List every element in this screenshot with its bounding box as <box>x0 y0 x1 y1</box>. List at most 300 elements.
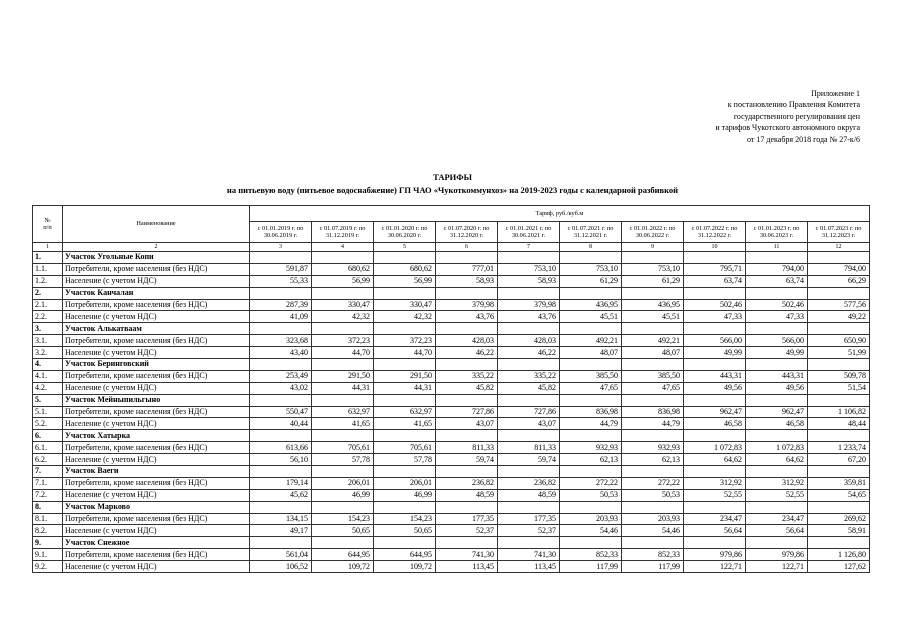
tariff-value: 58,93 <box>436 275 498 287</box>
tariff-value: 428,03 <box>498 335 560 347</box>
empty-cell <box>622 501 684 513</box>
empty-cell <box>808 323 870 335</box>
empty-cell <box>498 323 560 335</box>
tariff-value: 979,86 <box>684 549 746 561</box>
empty-cell <box>374 252 436 264</box>
empty-cell <box>684 394 746 406</box>
tariff-value: 287,39 <box>250 299 312 311</box>
tariff-value: 312,92 <box>746 477 808 489</box>
tariff-value: 43,76 <box>498 311 560 323</box>
tariff-value: 58,91 <box>808 525 870 537</box>
tariff-value: 45,51 <box>622 311 684 323</box>
tariff-value: 492,21 <box>560 335 622 347</box>
row-name: Население (с учетом НДС) <box>63 275 250 287</box>
appendix-line: Приложение 1 <box>811 89 860 98</box>
header-period: с 01.07.2023 г. по 31.12.2023 г. <box>808 222 870 243</box>
row-name: Потребители, кроме населения (без НДС) <box>63 263 250 275</box>
empty-cell <box>312 430 374 442</box>
tariff-value: 236,82 <box>498 477 560 489</box>
empty-cell <box>498 430 560 442</box>
empty-cell <box>312 501 374 513</box>
row-number: 4.1. <box>33 370 63 382</box>
empty-cell <box>250 537 312 549</box>
tariff-value: 58,93 <box>498 275 560 287</box>
tariff-value: 63,74 <box>746 275 808 287</box>
row-name: Население (с учетом НДС) <box>63 561 250 573</box>
row-name: Потребители, кроме населения (без НДС) <box>63 442 250 454</box>
row-number: 3.1. <box>33 335 63 347</box>
table-row <box>33 477 870 489</box>
tariff-value: 291,50 <box>312 370 374 382</box>
tariff-value: 49,99 <box>746 347 808 359</box>
tariff-value: 50,53 <box>622 489 684 501</box>
row-number: 8.2. <box>33 525 63 537</box>
table-row <box>33 454 870 466</box>
tariff-value: 46,22 <box>436 347 498 359</box>
tariff-value: 109,72 <box>374 561 436 573</box>
empty-cell <box>622 466 684 478</box>
empty-cell <box>312 394 374 406</box>
tariff-value: 45,62 <box>250 489 312 501</box>
empty-cell <box>808 252 870 264</box>
row-name: Потребители, кроме населения (без НДС) <box>63 335 250 347</box>
empty-cell <box>436 287 498 299</box>
tariff-value: 272,22 <box>622 477 684 489</box>
column-number: 3 <box>250 243 312 252</box>
empty-cell <box>746 501 808 513</box>
empty-cell <box>436 252 498 264</box>
column-number: 11 <box>746 243 808 252</box>
tariff-value: 46,99 <box>312 489 374 501</box>
tariff-value: 48,44 <box>808 418 870 430</box>
empty-cell <box>312 287 374 299</box>
row-name: Население (с учетом НДС) <box>63 347 250 359</box>
section-row <box>33 287 870 299</box>
tariff-value: 117,99 <box>622 561 684 573</box>
tariff-value: 44,79 <box>560 418 622 430</box>
tariff-value: 502,46 <box>746 299 808 311</box>
empty-cell <box>436 323 498 335</box>
row-name: Потребители, кроме населения (без НДС) <box>63 299 250 311</box>
empty-cell <box>622 323 684 335</box>
tariff-value: 117,99 <box>560 561 622 573</box>
row-name: Потребители, кроме населения (без НДС) <box>63 370 250 382</box>
appendix-line: государственного регулирования цен <box>733 111 860 121</box>
tariff-value: 40,44 <box>250 418 312 430</box>
tariff-value: 509,78 <box>808 370 870 382</box>
tariff-value: 753,10 <box>498 263 560 275</box>
column-number: 4 <box>312 243 374 252</box>
tariff-value: 154,23 <box>312 513 374 525</box>
tariff-value: 64,62 <box>684 454 746 466</box>
column-number: 7 <box>498 243 560 252</box>
empty-cell <box>312 537 374 549</box>
tariff-value: 177,35 <box>436 513 498 525</box>
tariff-value: 109,72 <box>312 561 374 573</box>
tariff-value: 753,10 <box>560 263 622 275</box>
section-row <box>33 394 870 406</box>
tariff-value: 47,65 <box>560 382 622 394</box>
row-name: Потребители, кроме населения (без НДС) <box>63 406 250 418</box>
empty-cell <box>374 323 436 335</box>
table-row <box>33 561 870 573</box>
row-name: Население (с учетом НДС) <box>63 525 250 537</box>
row-number: 9.2. <box>33 561 63 573</box>
header-period: с 01.01.2023 г. по 30.06.2023 г. <box>746 222 808 243</box>
column-number: 8 <box>560 243 622 252</box>
tariff-value: 122,71 <box>684 561 746 573</box>
table-row <box>33 335 870 347</box>
section-number: 3. <box>33 323 63 335</box>
tariff-value: 49,56 <box>684 382 746 394</box>
empty-cell <box>250 466 312 478</box>
empty-cell <box>374 359 436 371</box>
tariff-value: 63,74 <box>684 275 746 287</box>
tariff-value: 753,10 <box>622 263 684 275</box>
tariff-value: 932,93 <box>622 442 684 454</box>
tariff-value: 330,47 <box>374 299 436 311</box>
section-name: Участок Алькатваам <box>63 323 250 335</box>
header-period: с 01.01.2019 г. по 30.06.2019 г. <box>250 222 312 243</box>
tariff-value: 61,29 <box>560 275 622 287</box>
tariff-value: 56,99 <box>374 275 436 287</box>
tariff-value: 962,47 <box>684 406 746 418</box>
section-row <box>33 466 870 478</box>
tariff-value: 741,30 <box>498 549 560 561</box>
tariff-value: 45,82 <box>498 382 560 394</box>
empty-cell <box>622 537 684 549</box>
tariff-value: 794,00 <box>808 263 870 275</box>
row-name: Потребители, кроме населения (без НДС) <box>63 549 250 561</box>
tariff-value: 632,97 <box>312 406 374 418</box>
empty-cell <box>374 394 436 406</box>
row-number: 7.1. <box>33 477 63 489</box>
tariff-value: 50,65 <box>374 525 436 537</box>
tariff-value: 795,71 <box>684 263 746 275</box>
section-number: 2. <box>33 287 63 299</box>
tariff-value: 43,07 <box>436 418 498 430</box>
tariff-value: 56,99 <box>312 275 374 287</box>
row-name: Население (с учетом НДС) <box>63 454 250 466</box>
section-number: 8. <box>33 501 63 513</box>
row-number: 8.1. <box>33 513 63 525</box>
appendix-line: от 17 декабря 2018 года № 27-к/6 <box>747 134 860 144</box>
column-number: 6 <box>436 243 498 252</box>
tariff-value: 680,62 <box>374 263 436 275</box>
tariff-value: 52,37 <box>436 525 498 537</box>
empty-cell <box>746 394 808 406</box>
tariff-value: 206,01 <box>312 477 374 489</box>
tariff-value: 44,70 <box>312 347 374 359</box>
header-period: с 01.07.2021 г. по 31.12.2021 г. <box>560 222 622 243</box>
row-name: Потребители, кроме населения (без НДС) <box>63 477 250 489</box>
tariff-value: 56,64 <box>684 525 746 537</box>
tariff-value: 852,33 <box>560 549 622 561</box>
row-number: 6.1. <box>33 442 63 454</box>
section-name: Участок Беринговский <box>63 359 250 371</box>
tariff-value: 42,32 <box>374 311 436 323</box>
tariff-value: 203,93 <box>560 513 622 525</box>
tariff-value: 680,62 <box>312 263 374 275</box>
tariff-value: 43,40 <box>250 347 312 359</box>
tariff-value: 932,93 <box>560 442 622 454</box>
tariff-value: 46,99 <box>374 489 436 501</box>
empty-cell <box>560 430 622 442</box>
empty-cell <box>436 394 498 406</box>
table-row <box>33 299 870 311</box>
tariff-value: 49,22 <box>808 311 870 323</box>
tariff-value: 436,95 <box>622 299 684 311</box>
table-row <box>33 525 870 537</box>
row-number: 5.2. <box>33 418 63 430</box>
tariff-value: 179,14 <box>250 477 312 489</box>
table-row <box>33 275 870 287</box>
tariff-value: 613,66 <box>250 442 312 454</box>
tariff-value: 566,00 <box>684 335 746 347</box>
tariff-value: 330,47 <box>312 299 374 311</box>
empty-cell <box>436 430 498 442</box>
tariff-value: 113,45 <box>436 561 498 573</box>
tariff-value: 122,71 <box>746 561 808 573</box>
section-number: 7. <box>33 466 63 478</box>
empty-cell <box>560 359 622 371</box>
tariff-value: 64,62 <box>746 454 808 466</box>
row-number: 9.1. <box>33 549 63 561</box>
row-number: 3.2. <box>33 347 63 359</box>
empty-cell <box>746 430 808 442</box>
tariff-value: 502,46 <box>684 299 746 311</box>
table-row <box>33 382 870 394</box>
tariff-value: 61,29 <box>622 275 684 287</box>
tariff-value: 49,99 <box>684 347 746 359</box>
tariff-value: 62,13 <box>622 454 684 466</box>
section-name: Участок Марково <box>63 501 250 513</box>
tariff-value: 127,62 <box>808 561 870 573</box>
section-row <box>33 323 870 335</box>
empty-cell <box>250 252 312 264</box>
tariff-value: 41,09 <box>250 311 312 323</box>
tariff-value: 43,76 <box>436 311 498 323</box>
tariff-value: 46,22 <box>498 347 560 359</box>
tariff-value: 48,59 <box>436 489 498 501</box>
row-name: Потребители, кроме населения (без НДС) <box>63 513 250 525</box>
appendix-line: и тарифов Чукотского автономного округа <box>715 123 860 133</box>
tariff-value: 54,46 <box>622 525 684 537</box>
tariff-value: 705,61 <box>312 442 374 454</box>
tariff-value: 1 072,83 <box>746 442 808 454</box>
section-number: 6. <box>33 430 63 442</box>
empty-cell <box>312 252 374 264</box>
empty-cell <box>746 537 808 549</box>
tariff-value: 177,35 <box>498 513 560 525</box>
table-row <box>33 263 870 275</box>
tariff-value: 52,55 <box>746 489 808 501</box>
empty-cell <box>684 501 746 513</box>
empty-cell <box>560 394 622 406</box>
tariff-value: 591,87 <box>250 263 312 275</box>
tariff-value: 48,59 <box>498 489 560 501</box>
table-row <box>33 489 870 501</box>
tariff-value: 66,29 <box>808 275 870 287</box>
tariff-value: 794,00 <box>746 263 808 275</box>
tariff-value: 777,01 <box>436 263 498 275</box>
empty-cell <box>808 359 870 371</box>
section-row <box>33 430 870 442</box>
empty-cell <box>374 430 436 442</box>
empty-cell <box>808 287 870 299</box>
tariff-value: 48,07 <box>560 347 622 359</box>
empty-cell <box>250 287 312 299</box>
empty-cell <box>746 252 808 264</box>
tariff-value: 577,56 <box>808 299 870 311</box>
tariff-value: 113,45 <box>498 561 560 573</box>
tariff-value: 45,51 <box>560 311 622 323</box>
empty-cell <box>374 287 436 299</box>
tariff-value: 57,78 <box>374 454 436 466</box>
empty-cell <box>312 466 374 478</box>
empty-cell <box>622 359 684 371</box>
tariff-value: 561,04 <box>250 549 312 561</box>
section-name: Участок Ваеги <box>63 466 250 478</box>
column-number: 2 <box>63 243 250 252</box>
tariff-value: 650,90 <box>808 335 870 347</box>
empty-cell <box>560 323 622 335</box>
empty-cell <box>560 252 622 264</box>
tariff-value: 253,49 <box>250 370 312 382</box>
empty-cell <box>684 287 746 299</box>
tariff-value: 705,61 <box>374 442 436 454</box>
empty-cell <box>808 466 870 478</box>
tariff-value: 443,31 <box>684 370 746 382</box>
section-name: Участок Угольные Копи <box>63 252 250 264</box>
tariff-value: 312,92 <box>684 477 746 489</box>
table-row <box>33 406 870 418</box>
empty-cell <box>498 252 560 264</box>
header-period: с 01.01.2021 г. по 30.06.2021 г. <box>498 222 560 243</box>
tariff-value: 385,50 <box>560 370 622 382</box>
empty-cell <box>684 537 746 549</box>
header-period: с 01.07.2022 г. по 31.12.2022 г. <box>684 222 746 243</box>
section-name: Участок Снежное <box>63 537 250 549</box>
tariff-value: 359,81 <box>808 477 870 489</box>
row-name: Население (с учетом НДС) <box>63 418 250 430</box>
empty-cell <box>746 359 808 371</box>
tariff-value: 206,01 <box>374 477 436 489</box>
tariff-value: 566,00 <box>746 335 808 347</box>
empty-cell <box>312 323 374 335</box>
section-row <box>33 537 870 549</box>
tariff-value: 372,23 <box>374 335 436 347</box>
tariff-value: 1 072,83 <box>684 442 746 454</box>
tariff-value: 234,47 <box>746 513 808 525</box>
tariff-value: 49,17 <box>250 525 312 537</box>
tariff-value: 50,65 <box>312 525 374 537</box>
section-row <box>33 501 870 513</box>
tariff-value: 45,82 <box>436 382 498 394</box>
tariff-value: 379,98 <box>436 299 498 311</box>
tariff-value: 962,47 <box>746 406 808 418</box>
row-number: 2.2. <box>33 311 63 323</box>
tariff-value: 727,86 <box>436 406 498 418</box>
table-row <box>33 549 870 561</box>
table-row <box>33 442 870 454</box>
empty-cell <box>684 323 746 335</box>
empty-cell <box>808 394 870 406</box>
header-tariff-group: Тариф, руб./куб.м <box>250 206 870 222</box>
tariff-value: 372,23 <box>312 335 374 347</box>
empty-cell <box>498 287 560 299</box>
empty-cell <box>250 430 312 442</box>
empty-cell <box>560 537 622 549</box>
tariff-value: 44,79 <box>622 418 684 430</box>
empty-cell <box>684 430 746 442</box>
tariff-value: 57,78 <box>312 454 374 466</box>
empty-cell <box>746 466 808 478</box>
tariff-value: 52,37 <box>498 525 560 537</box>
tariff-value: 54,46 <box>560 525 622 537</box>
tariff-value: 234,47 <box>684 513 746 525</box>
section-number: 4. <box>33 359 63 371</box>
document-subtitle: на питьевую воду (питьевое водоснабжение) ГП ЧАО «Чукоткоммунхоз» на 2019-2023 годы с календарной разбивкой <box>226 185 679 195</box>
row-number: 5.1. <box>33 406 63 418</box>
appendix-block <box>560 88 860 145</box>
empty-cell <box>622 394 684 406</box>
tariff-value: 46,58 <box>684 418 746 430</box>
empty-cell <box>684 359 746 371</box>
row-number: 7.2. <box>33 489 63 501</box>
tariff-value: 52,55 <box>684 489 746 501</box>
table-row <box>33 418 870 430</box>
tariff-value: 51,54 <box>808 382 870 394</box>
table-row <box>33 513 870 525</box>
tariff-value: 42,32 <box>312 311 374 323</box>
row-number: 1.1. <box>33 263 63 275</box>
section-number: 9. <box>33 537 63 549</box>
tariff-value: 106,52 <box>250 561 312 573</box>
empty-cell <box>622 287 684 299</box>
column-number: 5 <box>374 243 436 252</box>
empty-cell <box>498 359 560 371</box>
tariff-value: 492,21 <box>622 335 684 347</box>
empty-cell <box>808 537 870 549</box>
tariff-value: 51,99 <box>808 347 870 359</box>
empty-cell <box>622 430 684 442</box>
empty-cell <box>436 501 498 513</box>
section-number: 5. <box>33 394 63 406</box>
tariff-value: 62,13 <box>560 454 622 466</box>
tariff-value: 436,95 <box>560 299 622 311</box>
column-number: 12 <box>808 243 870 252</box>
tariff-value: 852,33 <box>622 549 684 561</box>
empty-cell <box>312 359 374 371</box>
tariff-value: 291,50 <box>374 370 436 382</box>
tariff-value: 272,22 <box>560 477 622 489</box>
tariff-value: 44,31 <box>312 382 374 394</box>
tariff-value: 41,65 <box>374 418 436 430</box>
tariff-value: 59,74 <box>436 454 498 466</box>
column-number: 1 <box>33 243 63 252</box>
empty-cell <box>560 466 622 478</box>
row-number: 6.2. <box>33 454 63 466</box>
row-name: Население (с учетом НДС) <box>63 311 250 323</box>
empty-cell <box>374 501 436 513</box>
empty-cell <box>808 501 870 513</box>
row-name: Население (с учетом НДС) <box>63 382 250 394</box>
tariff-value: 379,98 <box>498 299 560 311</box>
empty-cell <box>250 323 312 335</box>
header-period: с 01.01.2020 г. по 30.06.2020 г. <box>374 222 436 243</box>
table-row <box>33 311 870 323</box>
